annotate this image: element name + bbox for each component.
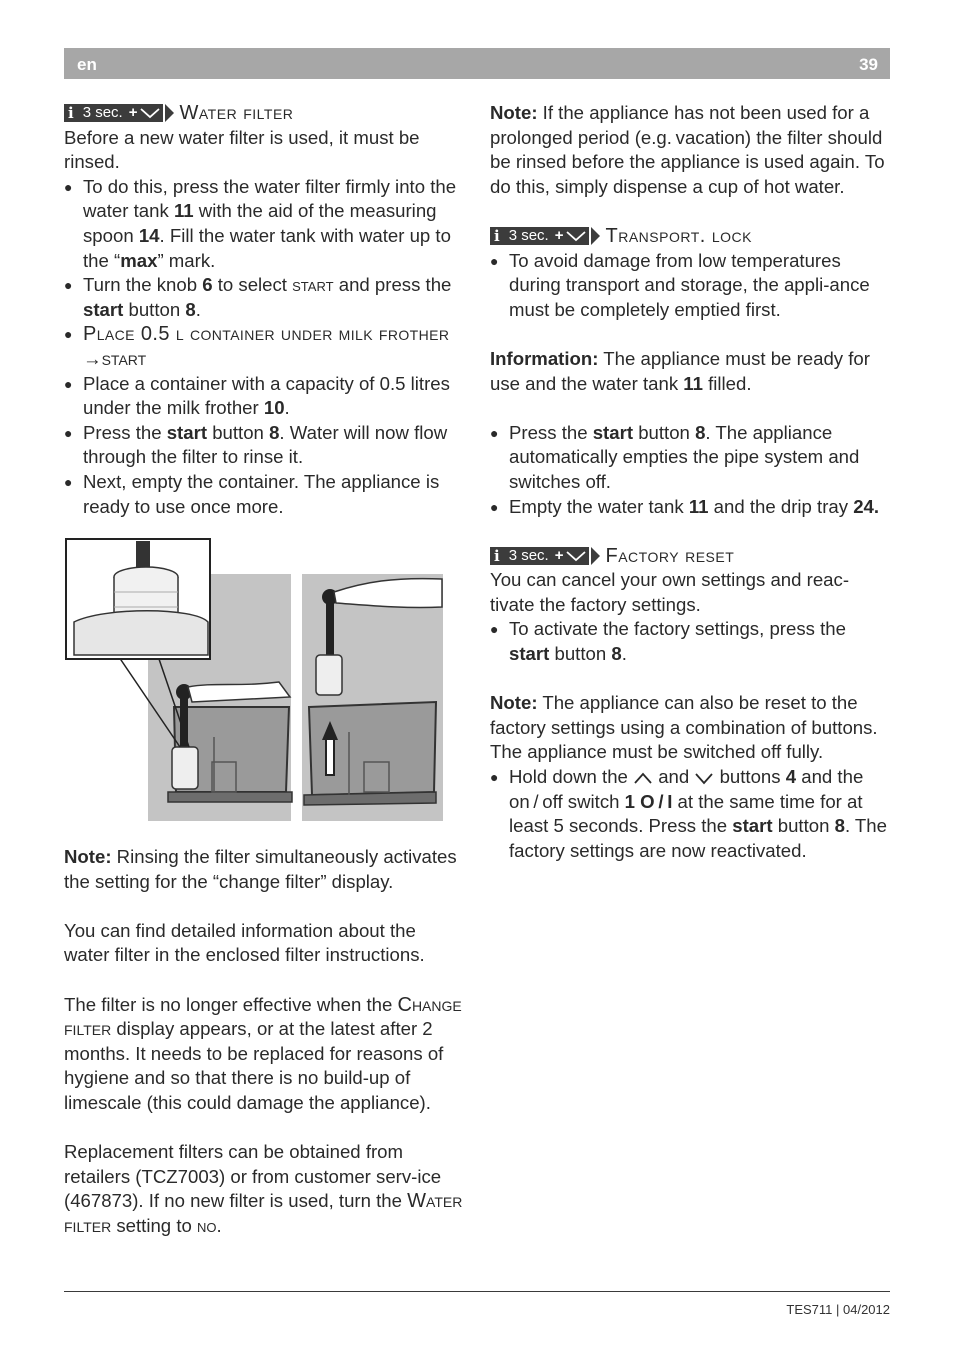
info-icon: i bbox=[494, 546, 500, 565]
play-triangle-icon bbox=[591, 547, 600, 565]
factory-reset-heading bbox=[490, 544, 890, 569]
instruction-list bbox=[490, 765, 890, 863]
page-number: 39 bbox=[859, 55, 878, 74]
chevron-down-icon bbox=[694, 771, 714, 785]
language-code: en bbox=[77, 55, 97, 74]
chevron-down-icon bbox=[566, 550, 586, 562]
list-item: ● Place 0.5 l container under milk frother →start bbox=[64, 322, 464, 371]
header-bar bbox=[64, 48, 890, 79]
instruction-list bbox=[64, 175, 464, 519]
section-title: Water filter bbox=[179, 102, 294, 124]
arrow-right-icon: → bbox=[83, 347, 102, 369]
note-prolonged: Note: If the appliance has not been used for a prolonged period (e.g. vacation) the filter should be rinsed before the appliance is used again. To do this, simply dispense a cup of hot water. bbox=[490, 102, 885, 197]
menu-badge: i 3 sec. + bbox=[64, 104, 163, 122]
note-reset: Note: The appliance can also be reset to the factory settings using a combination of buttons. The appliance must be switched off fully. bbox=[490, 692, 878, 763]
footer-model: TES711 | 04/2012 bbox=[786, 1302, 890, 1317]
menu-badge: i 3 sec. + bbox=[490, 227, 589, 245]
play-triangle-icon bbox=[591, 227, 600, 245]
list-item: ● Empty the water tank 11 and the drip tray 24. bbox=[490, 495, 890, 520]
section-title: Transport. lock bbox=[605, 224, 752, 247]
menu-badge: i 3 sec. + bbox=[490, 547, 589, 565]
instruction-list bbox=[490, 249, 890, 323]
left-column bbox=[64, 101, 464, 1239]
info-icon: i bbox=[494, 227, 500, 246]
information-paragraph: Information: The appliance must be ready for use and the water tank 11 filled. bbox=[490, 347, 870, 394]
list-item: ● Next, empty the container. The appliance is ready to use once more. bbox=[64, 470, 464, 519]
replacement-paragraph: Replacement filters can be obtained from retailers (TCZ7003) or from customer serv-ice (467873). If no new filter is used, turn the Water filter setting to no. bbox=[64, 1141, 463, 1237]
filter-effectiveness-paragraph: The filter is no longer effective when the Change filter display appears, or at the latest after 2 months. It needs to be replaced for reasons of hygiene and so that there is no build-up of limescale (this could damage the appliance). bbox=[64, 993, 462, 1114]
list-item: ● To activate the factory settings, press the start button 8. bbox=[490, 617, 890, 666]
list-item: ● Press the start button 8. Water will now flow through the filter to rinse it. bbox=[64, 421, 464, 470]
instruction-list bbox=[490, 421, 890, 519]
right-column bbox=[490, 101, 890, 863]
list-item: ● Hold down the and buttons 4 and the on / off switch 1 O / I at the same time for at least 5 seconds. Press the start button 8. The factory settings are now reactivated. bbox=[490, 765, 890, 863]
note-rinsing: Note: Rinsing the filter simultaneously activates the setting for the “change filter” display. bbox=[64, 846, 457, 892]
chevron-up-icon bbox=[633, 771, 653, 785]
list-item: ● To avoid damage from low temperatures during transport and storage, the appli-ance must be completely emptied first. bbox=[490, 249, 890, 323]
footer-divider bbox=[64, 1291, 890, 1292]
water-filter-heading bbox=[64, 101, 464, 126]
instruction-list bbox=[490, 617, 890, 666]
info-icon: i bbox=[68, 104, 74, 123]
intro-text: Before a new water filter is used, it must be rinsed. bbox=[64, 126, 420, 173]
section-title: Factory reset bbox=[605, 544, 735, 567]
list-item: ● Press the start button 8. The appliance automatically empties the pipe system and switches off. bbox=[490, 421, 890, 495]
chevron-down-icon bbox=[566, 230, 586, 242]
list-item: ● Turn the knob 6 to select start and press the start button 8. bbox=[64, 273, 464, 322]
filter-rinse-figure bbox=[64, 537, 444, 823]
filter-info-paragraph: You can find detailed information about the water filter in the enclosed filter instructions. bbox=[64, 919, 425, 966]
list-item: ● To do this, press the water filter firmly into the water tank 11 with the aid of the measuring spoon 14. Fill the water tank with water up to the “max” mark. bbox=[64, 175, 464, 273]
intro-text: You can cancel your own settings and reac-tivate the factory settings. bbox=[490, 569, 850, 615]
chevron-down-icon bbox=[140, 107, 160, 119]
filter-illustration bbox=[64, 537, 444, 823]
play-triangle-icon bbox=[165, 104, 174, 122]
list-item: ● Place a container with a capacity of 0.5 litres under the milk frother 10. bbox=[64, 372, 464, 421]
transport-lock-heading bbox=[490, 224, 890, 249]
